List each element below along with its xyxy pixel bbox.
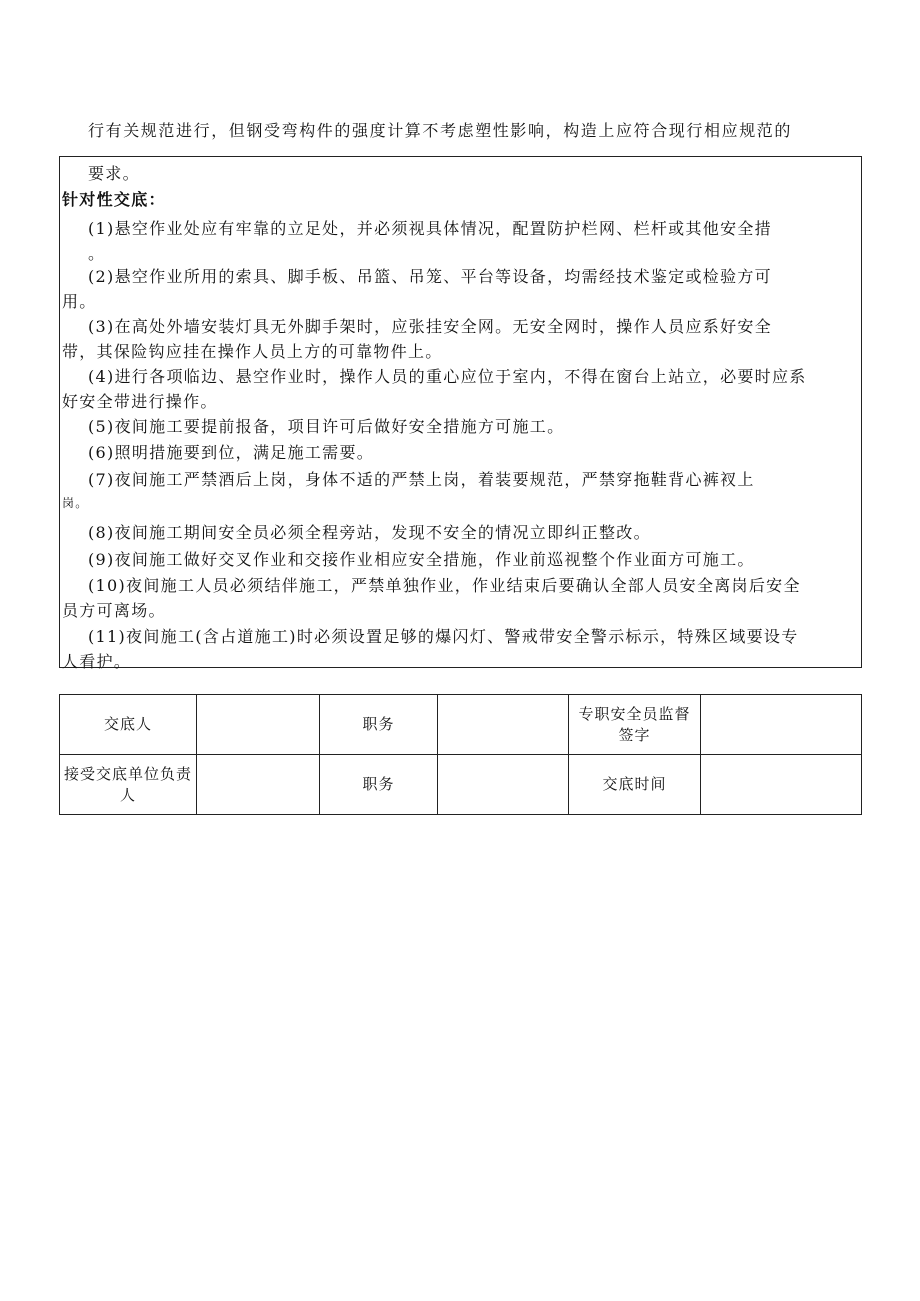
position-value-cell-2[interactable]: [438, 755, 569, 815]
signature-table: [59, 694, 862, 815]
position-label: 职务: [320, 695, 438, 755]
item-3-line-2: 带，其保险钩应挂在操作人员上方的可靠物件上。: [62, 342, 443, 361]
item-1-line-1: (1)悬空作业处应有牢靠的立足处，并必须视具体情况，配置防护栏网、栏杆或其他安全措: [88, 219, 772, 238]
item-7-line-1: (7)夜间施工严禁酒后上岗，身体不适的严禁上岗，着装要规范，严禁穿拖鞋背心裤衩上: [88, 470, 755, 489]
item-11-line-2: 人看护。: [62, 652, 132, 671]
recipient-leader-signature-cell[interactable]: [197, 755, 320, 815]
signature-row-2: [60, 755, 862, 815]
item-5: (5)夜间施工要提前报备，项目许可后做好安全措施方可施工。: [88, 417, 565, 436]
briefer-signature-cell[interactable]: [197, 695, 320, 755]
item-8: (8)夜间施工期间安全员必须全程旁站，发现不安全的情况立即纠正整改。: [88, 523, 651, 542]
item-7-line-2: 岗。: [62, 496, 89, 510]
recipient-leader-label: 接受交底单位负责人: [60, 755, 197, 815]
briefer-label: 交底人: [60, 695, 197, 755]
item-3-line-1: (3)在高处外墙安装灯具无外脚手架时，应张挂安全网。无安全网时，操作人员应系好安全: [88, 317, 772, 336]
item-4-line-2: 好安全带进行操作。: [62, 392, 218, 411]
position-value-cell[interactable]: [438, 695, 569, 755]
continuation-text-top: 行有关规范进行，但钢受弯构件的强度计算不考虑塑性影响，构造上应符合现行相应规范的: [88, 121, 793, 140]
signature-row-1: [60, 695, 862, 755]
item-10-line-1: (10)夜间施工人员必须结伴施工，严禁单独作业，作业结束后要确认全部人员安全离岗后安全: [88, 576, 801, 595]
item-10-line-2: 员方可离场。: [62, 601, 166, 620]
item-9: (9)夜间施工做好交叉作业和交接作业相应安全措施，作业前巡视整个作业面方可施工。: [88, 550, 755, 569]
briefing-time-cell[interactable]: [701, 755, 862, 815]
safety-officer-signature-cell[interactable]: [701, 695, 862, 755]
item-6: (6)照明措施要到位，满足施工需要。: [88, 443, 375, 462]
continuation-text: 要求。: [88, 164, 140, 183]
item-1-line-2: 。: [88, 244, 106, 263]
item-4-line-1: (4)进行各项临边、悬空作业时，操作人员的重心应位于室内，不得在窗台上站立，必要时应系: [88, 367, 807, 386]
item-2-line-2: 用。: [62, 292, 97, 311]
briefing-time-label: 交底时间: [569, 755, 701, 815]
item-11-line-1: (11)夜间施工(含占道施工)时必须设置足够的爆闪灯、警戒带安全警示标示，特殊区域要设专: [88, 627, 799, 646]
safety-officer-signature-label: 专职安全员监督签字: [569, 695, 701, 755]
position-label-2: 职务: [320, 755, 438, 815]
section-title: 针对性交底：: [62, 190, 166, 209]
item-2-line-1: (2)悬空作业所用的索具、脚手板、吊篮、吊笼、平台等设备，均需经技术鉴定或检验方可: [88, 267, 772, 286]
safety-briefing-box: [59, 156, 862, 671]
